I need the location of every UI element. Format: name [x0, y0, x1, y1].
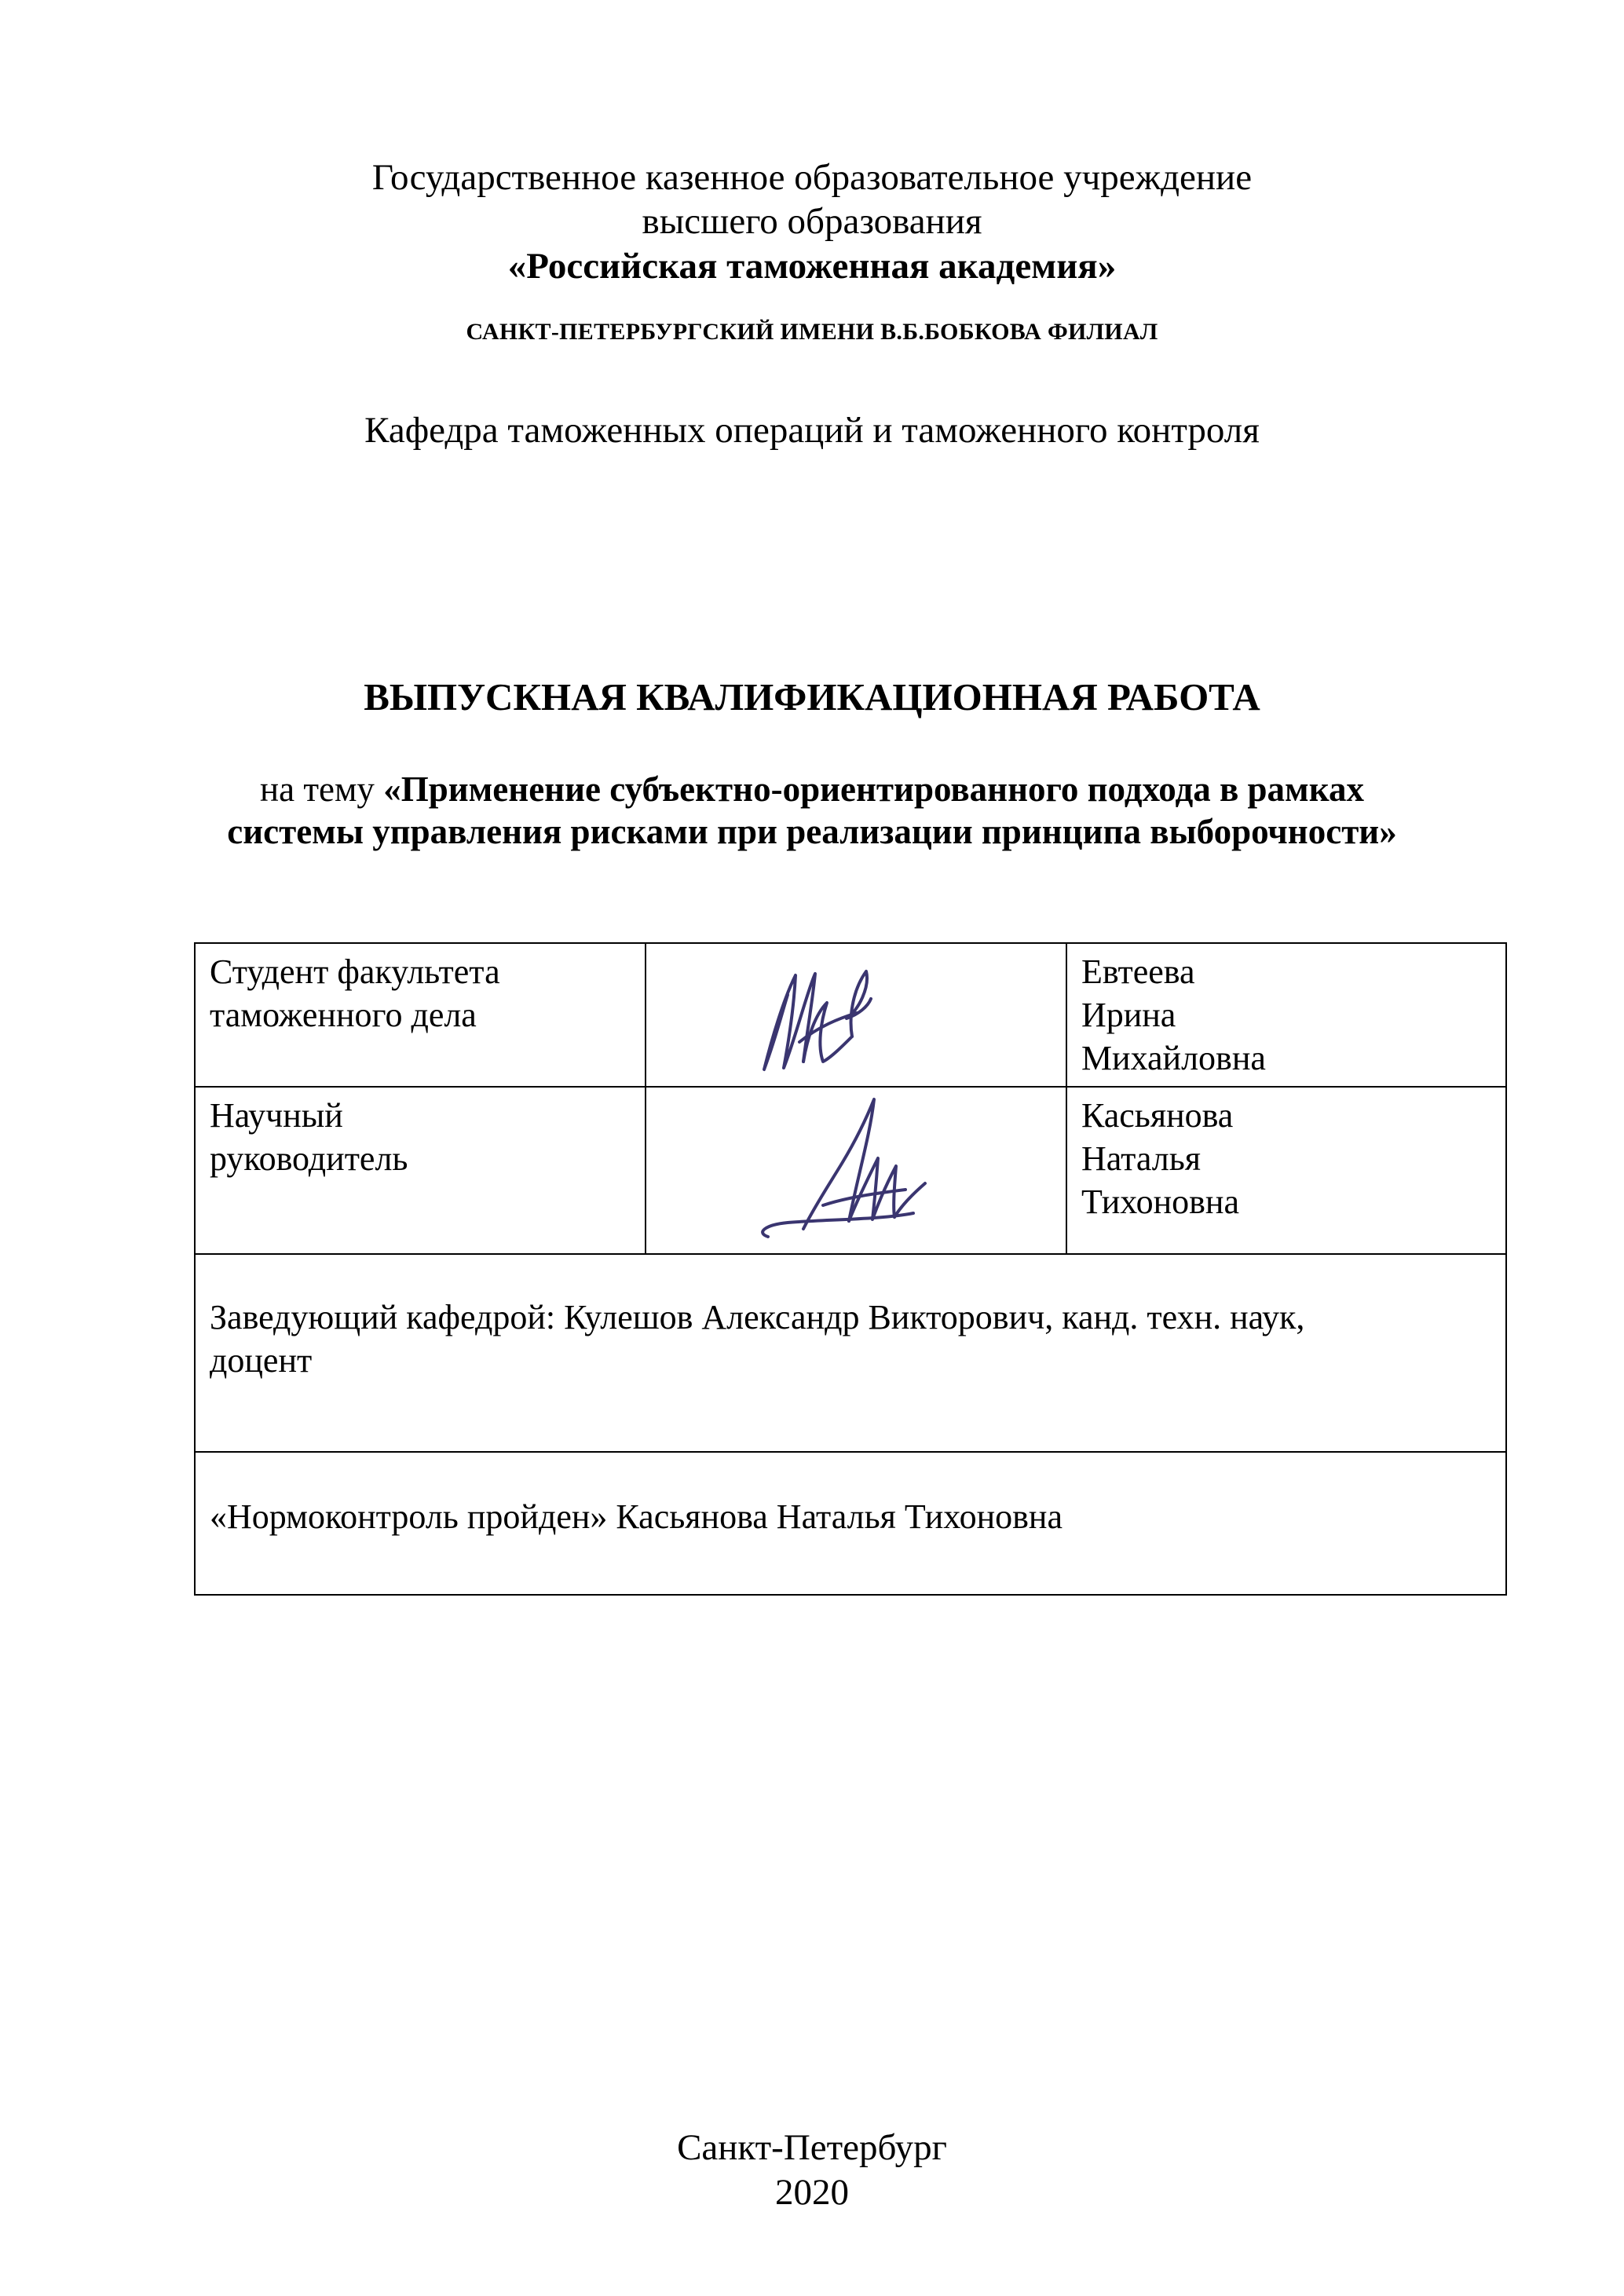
student-surname: Евтеева: [1081, 952, 1195, 991]
academy-name: «Российская таможенная академия»: [507, 246, 1117, 287]
department-name: Кафедра таможенных операций и таможенного контроля: [364, 410, 1260, 451]
student-role-line-1: Студент факультета: [210, 952, 500, 991]
supervisor-signature-icon: [646, 1088, 1086, 1252]
supervisor-patronymic: Тихоновна: [1081, 1183, 1239, 1221]
topic-line-2: [0, 810, 1624, 853]
normcontrol-text: «Нормоконтроль пройден» Касьянова Наталья Тихоновна: [210, 1497, 1063, 1536]
topic-text-2: системы управления рисками при реализации принципа выборочности»: [227, 812, 1397, 851]
thesis-topic: [0, 768, 1624, 853]
topic-prefix: на тему: [260, 770, 384, 809]
supervisor-role-line-2: руководитель: [210, 1139, 408, 1178]
year: 2020: [775, 2172, 849, 2213]
head-line-2: доцент: [210, 1341, 313, 1380]
supervisor-first-name: Наталья: [1081, 1139, 1202, 1178]
table-row-supervisor: [195, 1087, 1506, 1254]
table-row-student: [195, 943, 1506, 1087]
supervisor-role-line-1: Научный: [210, 1096, 343, 1135]
normcontrol-cell: [195, 1452, 1506, 1595]
supervisor-surname: Касьянова: [1081, 1096, 1234, 1135]
table-row-normcontrol: [195, 1452, 1506, 1595]
topic-text-1: «Применение субъектно-ориентированного подхода в рамках: [383, 770, 1364, 809]
student-name-cell: [1066, 943, 1506, 1087]
supervisor-role-cell: [195, 1087, 646, 1254]
student-signature-cell: [646, 943, 1066, 1087]
supervisor-name-cell: [1066, 1087, 1506, 1254]
city: Санкт-Петербург: [677, 2127, 947, 2168]
student-signature-icon: [646, 944, 1086, 1077]
topic-line-1: [0, 768, 1624, 810]
student-patronymic: Михайловна: [1081, 1039, 1266, 1077]
table-row-head-of-department: [195, 1254, 1506, 1452]
head-line-1: Заведующий кафедрой: Кулешов Александр Викторович, канд. техн. наук,: [210, 1298, 1305, 1336]
document-title: ВЫПУСКНАЯ КВАЛИФИКАЦИОННАЯ РАБОТА: [364, 675, 1260, 718]
student-first-name: Ирина: [1081, 996, 1176, 1034]
supervisor-signature-cell: [646, 1087, 1066, 1254]
head-of-department-cell: [195, 1254, 1506, 1452]
institution-line-1: Государственное казенное образовательное учреждение: [371, 157, 1253, 198]
signatures-table: [194, 942, 1507, 1596]
institution-line-2: высшего образования: [642, 201, 982, 242]
student-role-line-2: таможенного дела: [210, 996, 477, 1034]
branch-name: САНКТ-ПЕТЕРБУРГСКИЙ ИМЕНИ В.Б.БОБКОВА ФИЛИАЛ: [466, 319, 1158, 345]
student-role-cell: [195, 943, 646, 1087]
